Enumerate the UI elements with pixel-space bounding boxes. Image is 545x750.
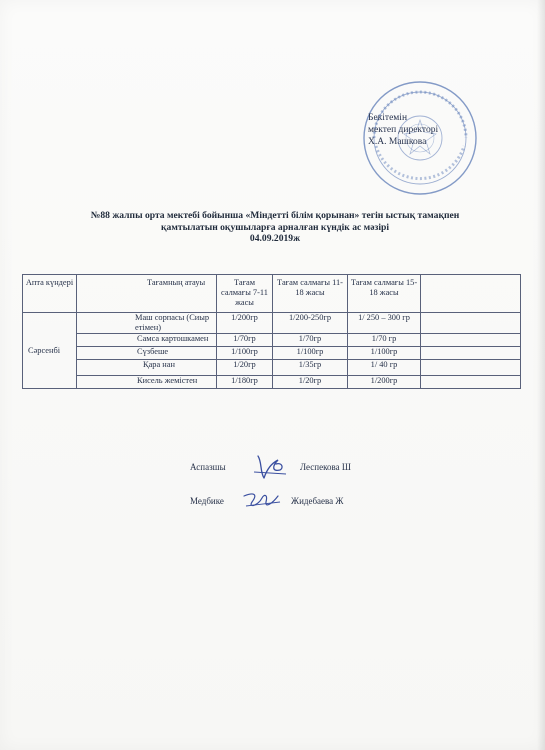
weight-cell: 1/70гр — [273, 334, 348, 347]
dish-cell: Кисель жемістен — [77, 376, 217, 389]
weight-cell: 1/35гр — [273, 360, 348, 376]
page-edge-shadow — [537, 0, 545, 750]
header-week-days: Апта күндері — [23, 275, 77, 313]
header-dish-name: Тағамның атауы — [77, 275, 217, 313]
document-title — [40, 210, 510, 245]
empty-cell — [421, 313, 521, 334]
menu-table — [22, 274, 521, 389]
cook-role-label: Аспазшы — [190, 462, 226, 472]
nurse-role-label: Медбике — [190, 496, 224, 506]
table-row — [23, 376, 521, 389]
weight-cell: 1/200гр — [217, 313, 273, 334]
weight-cell: 1/70 гр — [348, 334, 421, 347]
weight-cell: 1/70гр — [217, 334, 273, 347]
header-weight-11-18: Тағам салмағы 11-18 жасы — [273, 275, 348, 313]
approval-signer: Х.А. Машкова — [368, 137, 427, 147]
title-date: 04.09.2019ж — [249, 233, 301, 244]
nurse-name: Жидебаева Ж — [291, 496, 344, 506]
nurse-signature-icon — [240, 488, 284, 514]
empty-cell — [421, 360, 521, 376]
weight-cell: 1/20гр — [217, 360, 273, 376]
weight-cell: 1/100гр — [348, 347, 421, 360]
weight-cell: 1/20гр — [273, 376, 348, 389]
dish-cell: Маш сорпасы (Сиыр етімен) — [77, 313, 217, 334]
dish-cell: Қара нан — [77, 360, 217, 376]
day-cell: Сәрсенбі — [23, 313, 77, 389]
table-row — [23, 347, 521, 360]
weight-cell: 1/ 40 гр — [348, 360, 421, 376]
header-extra — [421, 275, 521, 313]
approval-block — [368, 112, 478, 148]
weight-cell: 1/100гр — [273, 347, 348, 360]
empty-cell — [421, 334, 521, 347]
dish-cell: Сүзбеше — [77, 347, 217, 360]
table-row — [23, 313, 521, 334]
weight-cell: 1/200гр — [348, 376, 421, 389]
weight-cell: 1/200-250гр — [273, 313, 348, 334]
cook-signature-icon — [252, 452, 292, 482]
table-row — [23, 360, 521, 376]
header-weight-7-11: Тағам салмағы 7-11 жасы — [217, 275, 273, 313]
approval-position: мектеп директорі — [368, 125, 439, 135]
empty-cell — [421, 376, 521, 389]
table-row — [23, 334, 521, 347]
weight-cell: 1/ 250 – 300 гр — [348, 313, 421, 334]
title-line-2: қамтылатын оқушыларға арналған күндік ас мәзірі — [161, 221, 389, 233]
weight-cell: 1/180гр — [217, 376, 273, 389]
dish-cell: Самса картошкамен — [77, 334, 217, 347]
header-weight-15-18: Тағам салмағы 15-18 жасы — [348, 275, 421, 313]
approval-heading: Бекітемін — [368, 113, 408, 123]
title-line-1: №88 жалпы орта мектебі бойынша «Міндетті білім қорынан» тегін ыстық тамақпен — [90, 210, 460, 221]
table-header-row — [23, 275, 521, 313]
cook-name: Леспекова Ш — [300, 462, 351, 472]
weight-cell: 1/100гр — [217, 347, 273, 360]
empty-cell — [421, 347, 521, 360]
